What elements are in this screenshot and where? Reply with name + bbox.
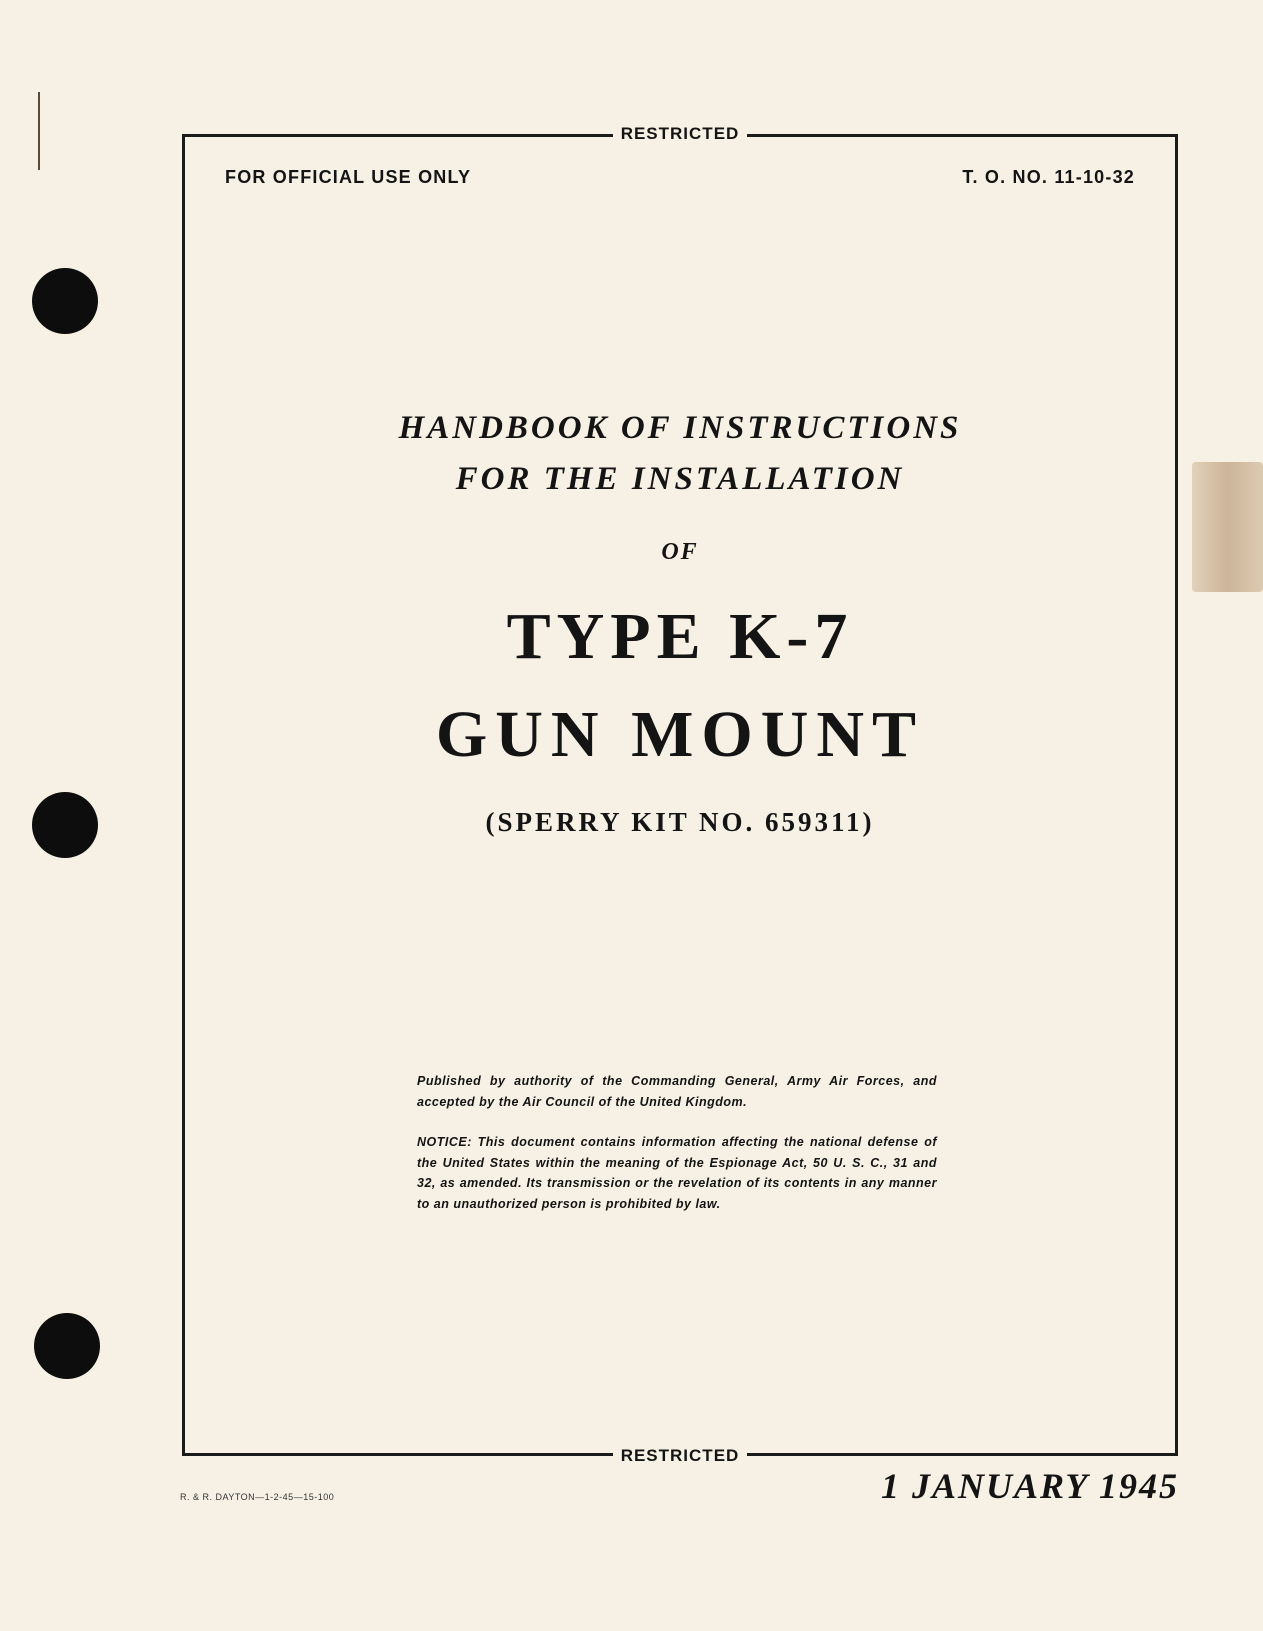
kit-number: (SPERRY KIT NO. 659311) <box>485 807 875 837</box>
binder-hole-middle <box>32 792 98 858</box>
title-gun-mount: GUN MOUNT <box>435 698 925 771</box>
tech-order-number: T. O. NO. 11-10-32 <box>962 167 1135 187</box>
publication-authority: Published by authority of the Commanding General, Army Air Forces, and accepted by the Air Council of the United Kingdom. <box>417 1074 937 1109</box>
handbook-title-line2: FOR THE INSTALLATION <box>455 461 905 497</box>
official-use-label: FOR OFFICIAL USE ONLY <box>225 167 472 187</box>
restricted-marking-bottom: RESTRICTED <box>185 1446 1175 1466</box>
restricted-marking-top: RESTRICTED <box>185 124 1175 144</box>
binder-hole-top <box>32 268 98 334</box>
printer-imprint: R. & R. DAYTON—1-2-45—15-100 <box>180 1492 335 1502</box>
espionage-notice: NOTICE: This document contains information affecting the national defense of the United States within the meaning of the Espionage Act, 50 U. S. C., 31 and 32, as amended. Its transmission or the revelation of its contents in any manner to an unauthorized person is prohibited by law. <box>417 1135 937 1211</box>
title-type: TYPE K-7 <box>506 600 854 673</box>
handbook-title <box>185 403 1175 505</box>
title-of: OF <box>661 539 699 565</box>
handbook-title-line1: HANDBOOK OF INSTRUCTIONS <box>398 410 962 446</box>
tape-stain <box>1192 462 1263 592</box>
publication-date: 1 JANUARY 1945 <box>880 1466 1179 1506</box>
binder-hole-bottom <box>34 1313 100 1379</box>
paper-edge-mark <box>38 92 40 170</box>
page-frame <box>182 124 1178 1465</box>
